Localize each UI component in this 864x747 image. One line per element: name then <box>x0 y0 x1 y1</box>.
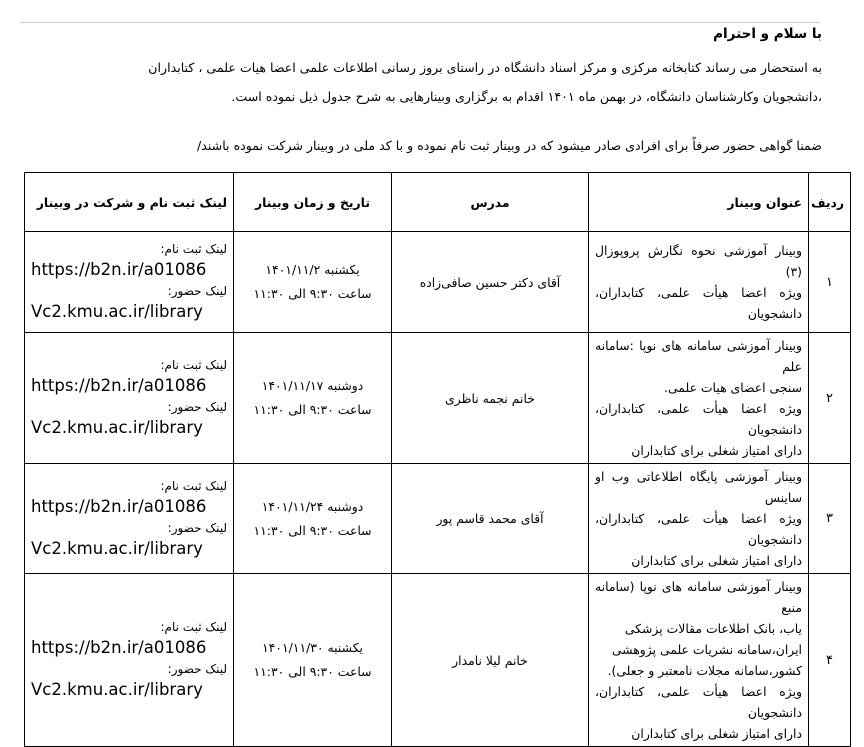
webinar-links <box>25 464 234 574</box>
webinar-links <box>25 574 234 747</box>
date-time: ساعت ۹:۳۰ الی ۱۱:۳۰ <box>253 522 372 538</box>
registration-link[interactable]: https://b2n.ir/a01086 <box>31 638 207 657</box>
intro-paragraph <box>20 53 822 111</box>
title-line: دارای امتیاز شغلی برای کتابداران <box>631 443 802 458</box>
row-number: ۴ <box>809 574 851 747</box>
registration-link[interactable]: https://b2n.ir/a01086 <box>31 496 207 516</box>
webinar-title <box>589 232 809 333</box>
header-title: عنوان وبینار <box>589 173 809 232</box>
row-number: ۲ <box>809 333 851 464</box>
title-line: ویژه اعضا هیأت علمی، کتابداران، دانشجویان <box>595 511 802 547</box>
webinar-teacher: خانم نجمه ناظری <box>392 333 589 464</box>
date-day: یکشنبه ۱۴۰۱/۱۱/۲ <box>265 262 360 277</box>
intro-line-1: به استحضار می رساند کتابخانه مرکزی و مرکز اسناد دانشگاه در راستای بروز رسانی اطلاعات علمی اعضا هیات علمی ، کتابداران <box>148 60 822 75</box>
table-row <box>25 333 851 464</box>
webinar-title <box>589 333 809 464</box>
date-time: ساعت ۹:۳۰ الی ۱۱:۳۰ <box>253 664 372 679</box>
date-day: دوشنبه ۱۴۰۱/۱۱/۱۷ <box>261 378 364 393</box>
header-link: لینک ثبت نام و شرکت در وبینار <box>25 173 234 232</box>
webinar-teacher: آقای دکتر حسین صافی‌زاده <box>392 232 589 333</box>
webinar-links <box>25 333 234 464</box>
webinar-date <box>234 574 392 747</box>
registration-link[interactable]: https://b2n.ir/a01086 <box>31 260 207 279</box>
table-header-row <box>25 173 851 232</box>
title-line: کشور،سامانه مجلات نامعتبر و جعلی). <box>607 663 802 678</box>
title-line: ویژه اعضا هیأت علمی، کتابداران، دانشجویان <box>595 285 802 321</box>
greeting: با سلام و احترام <box>713 26 822 42</box>
registration-label: لینک ثبت نام: <box>160 358 227 372</box>
registration-link[interactable]: https://b2n.ir/a01086 <box>31 376 207 395</box>
webinar-teacher: آقای محمد قاسم پور <box>392 464 589 574</box>
registration-label: لینک ثبت نام: <box>160 242 227 256</box>
title-line: ایران،سامانه نشریات علمی پژوهشی <box>611 642 802 657</box>
attendance-label: لینک حضور: <box>167 662 227 676</box>
date-day: یکشنبه ۱۴۰۱/۱۱/۳۰ <box>262 640 363 655</box>
webinar-date <box>234 232 392 333</box>
header-date: تاریخ و زمان وبینار <box>234 173 392 232</box>
title-line: وبینار آموزشی نحوه نگارش پروپوزال (۳) <box>595 243 802 279</box>
attendance-link[interactable]: Vc2.kmu.ac.ir/library <box>31 680 203 699</box>
attendance-link[interactable]: Vc2.kmu.ac.ir/library <box>31 538 203 558</box>
attendance-link[interactable]: Vc2.kmu.ac.ir/library <box>31 302 203 321</box>
title-line: وبینار آموزشی سامانه های نوپا (سامانه منبع <box>595 579 802 615</box>
date-day: دوشنبه ۱۴۰۱/۱۱/۲۴ <box>261 498 364 514</box>
title-line: سنجی اعضای هیات علمی. <box>664 380 802 395</box>
row-number: ۳ <box>809 464 851 574</box>
header-row-number: ردیف <box>809 173 851 232</box>
intro-line-2: ،دانشجویان وکارشناسان دانشگاه، در بهمن ماه ۱۴۰۱ اقدام به برگزاری وبینارهایی به شرح جدول ذیل نموده است. <box>231 89 822 104</box>
webinar-teacher: خانم لیلا نامدار <box>392 574 589 747</box>
date-time: ساعت ۹:۳۰ الی ۱۱:۳۰ <box>253 286 372 301</box>
attendance-label: لینک حضور: <box>167 400 227 414</box>
registration-label: لینک ثبت نام: <box>160 620 227 634</box>
title-line: یاب، بانک اطلاعات مقالات پزشکی <box>624 621 802 636</box>
attendance-label: لینک حضور: <box>167 284 227 298</box>
title-line: وبینار آموزشی پایگاه اطلاعاتی وب او ساینس <box>595 469 802 505</box>
table-row <box>25 464 851 574</box>
title-line: دارای امتیاز شغلی برای کتابداران <box>631 726 802 741</box>
certificate-note: ضمنا گواهی حضور صرفاً برای افرادی صادر میشود که در وبینار ثبت نام نموده و با کد ملی در وبینار شرکت نموده باشند/ <box>197 138 822 153</box>
title-line: ویژه اعضا هیأت علمی، کتابداران، دانشجویان <box>595 401 802 437</box>
header-teacher: مدرس <box>392 173 589 232</box>
webinar-date <box>234 464 392 574</box>
registration-label: لینک ثبت نام: <box>160 478 227 493</box>
table-row <box>25 574 851 747</box>
title-line: دارای امتیاز شغلی برای کتابداران <box>631 553 802 568</box>
webinar-table <box>24 172 851 747</box>
attendance-label: لینک حضور: <box>167 520 227 535</box>
webinar-date <box>234 333 392 464</box>
webinar-links <box>25 232 234 333</box>
title-line: ویژه اعضا هیأت علمی، کتابداران، دانشجویان <box>595 684 802 720</box>
webinar-title <box>589 574 809 747</box>
top-divider <box>20 22 820 23</box>
webinar-title <box>589 464 809 574</box>
title-line: وبینار آموزشی سامانه های نوپا :سامانه علم <box>595 338 802 374</box>
table-row <box>25 232 851 333</box>
date-time: ساعت ۹:۳۰ الی ۱۱:۳۰ <box>253 402 372 417</box>
attendance-link[interactable]: Vc2.kmu.ac.ir/library <box>31 418 203 437</box>
row-number: ۱ <box>809 232 851 333</box>
